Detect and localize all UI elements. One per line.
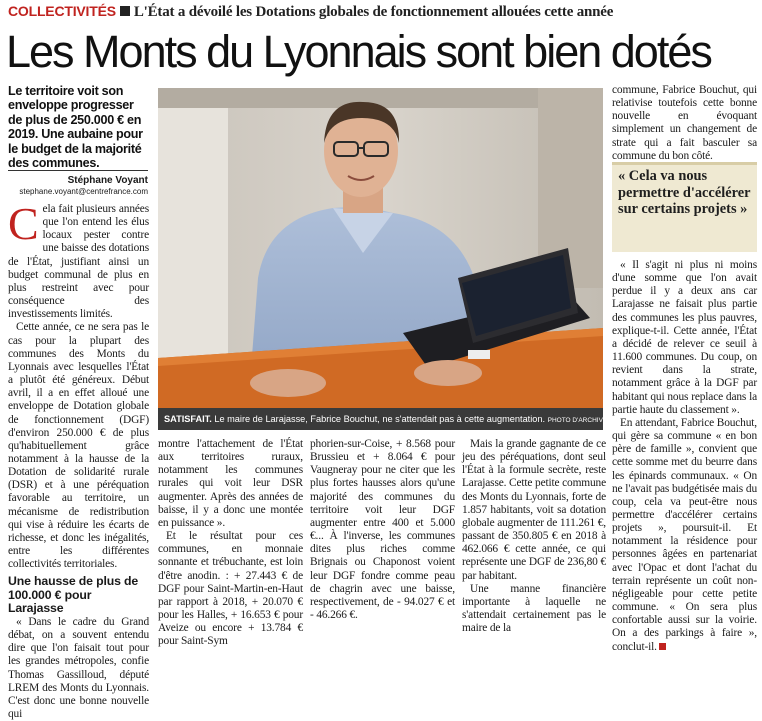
paragraph: Mais la grande gagnante de ce jeu des péréquations, dont seul l'État à la formule secrète, reste Larajasse. Cette petite commune des Monts du Lyonnais, forte de 1.857 habitants, voit sa dotation globale augmenter de 111.261 €, passant de 350.805 € en 2018 à 462.066 € cette année, ce qui représente une DGF de 236,80 € par habitant. [462, 438, 607, 582]
pull-quote-bar [612, 162, 757, 165]
article-column-4 [462, 438, 607, 635]
article-column-6 [612, 259, 757, 653]
byline-email[interactable]: stephane.voyant@centrefrance.com [19, 187, 148, 196]
paragraph [612, 417, 757, 654]
article-column-3 [310, 438, 455, 622]
pull-quote [612, 162, 757, 252]
pull-quote-text: « Cela va nous permettre d'accélérer sur certains projets » [618, 168, 751, 217]
byline-divider [8, 170, 148, 171]
caption-text: Le maire de Larajasse, Fabrice Bouchut, ne s'attendait pas à cette augmentation. [214, 414, 546, 424]
paragraph: montre l'attachement de l'État aux territoires ruraux, notamment les communes rurales qui voit leur DSR augmenter. Après des années de baisse, il y a donc une montée en puissance ». [158, 438, 303, 529]
deck-text: L'État a dévoilé les Dotations globales de fonctionnement allouées cette année [133, 4, 614, 20]
article-column-2 [158, 438, 303, 648]
paragraph: commune, Fabrice Bouchut, qui relativise toutefois cette bonne nouvelle en évoquant simplement un changement de strate qui a fait basculer sa commune du bon côté. [612, 84, 757, 162]
paragraph: Une manne financière importante à laquelle ne s'attendait certainement pas le maire de la [462, 582, 606, 635]
article-column-1 [8, 198, 149, 720]
paragraph: Cette année, ce ne sera pas le cas pour la plupart des communes des Monts du Lyonnais avec lesquelles l'État a plutôt été généreux. Début avril, il a en effet alloué une enveloppe de Dotation globale de fonctionnement (DGF) d'environ 250.000 € de plus qu'habituellement grâce notamment à la hausse de la Dotation de solidarité rurale (DSR) et à une péréquation favorable au territoire, un mécanisme de redistribution qui vise à réduire les écarts de richesse, et donc les inégalités, entre les différentes collectivités territoriales. [8, 321, 149, 571]
photo-caption [158, 408, 612, 430]
byline-author: Stéphane Voyant [67, 175, 148, 186]
article-column-5 [612, 84, 757, 170]
paragraph: Et le résultat pour ces communes, en monnaie sonnante et trébuchante, est loin d'être anodin. : + 27.443 € de DGF pour Saint-Martin-en-Haut par rapport à 2018, + 20.070 € pour les Halles, + 16.653 € pour Aveize ou encore + 13.784 € pour Saint-Sym [158, 530, 303, 648]
caption-tag: SATISFAIT. [164, 414, 212, 424]
photo-credit: PHOTO D'ARCHIVES [547, 417, 612, 424]
photo-illustration [158, 88, 603, 408]
square-bullet-icon [120, 6, 130, 16]
paragraph: ela fait plusieurs années que l'on entend les élus locaux pester contre une baisse des dotations de l'État, justifiant ainsi un budget communal de plus en plus restreint avec pour conséquence des investissements limités. [8, 203, 149, 321]
paragraph: « Il s'agit ni plus ni moins d'une somme que l'on avait perdue il y a deux ans car Larajasse ne faisait plus partie des communes les plus pauvres, explique-t-il. Cette année, l'État a décidé de relever ce seuil à 11.600 communes. Du coup, on revient dans la strate, notamment grâce à la DGF par habitant qui nous replace dans la partie haute du classement ». [612, 259, 757, 416]
headline: Les Monts du Lyonnais sont bien dotés [6, 26, 711, 77]
drop-cap: C [8, 198, 39, 249]
chapeau: Le territoire voit son enveloppe progresser de plus de 250.000 € en 2019. Une aubaine pour le budget de la majorité des communes. [8, 84, 143, 171]
subheading: Une hausse de plus de 100.000 € pour Larajasse [8, 574, 139, 616]
rubric-label: COLLECTIVITÉS [8, 3, 116, 19]
mayor-photo [158, 88, 603, 408]
paragraph: phorien-sur-Coise, + 8.568 pour Brussieu et + 8.064 € pour Vaugneray pour ne citer que les plus fortes hausses alors qu'une majorité des communes du territoire voit leur DGF augmenter entre 400 et 5.000 €... À l'inverse, les communes dites plus riches comme Brignais ou Chaponost voient leur DGF fondre comme peau de chagrin avec une baisse, respectivement, de - 94.027 € et - 46.266 €. [310, 438, 455, 622]
end-mark-icon [659, 643, 666, 650]
paragraph: « Dans le cadre du Grand débat, on a souvent entendu dire que l'on faisait tout pour les grandes métropoles, confie Thomas Gassilloud, député LREM des Monts du Lyonnais. C'est donc une bonne nouvelle qui [8, 615, 149, 720]
paragraph-text: En attendant, Fabrice Bouchut, qui gère sa commune « en bon père de famille », convient que cette somme met du beurre dans les épinards communaux. « On ne l'avait pas budgétisée mais du coup, cela va peut-être nous permettre d'accélérer certains projets », poursuit-il. Et notamment la résidence pour personnes âgées en partenariat avec l'Opac et dont l'achat du terrain représente un coût non-négligeable pour cette petite commune. « On sera plus confortable aussi sur la voirie. On a des parkings à faire », conclut-il. [612, 416, 757, 653]
